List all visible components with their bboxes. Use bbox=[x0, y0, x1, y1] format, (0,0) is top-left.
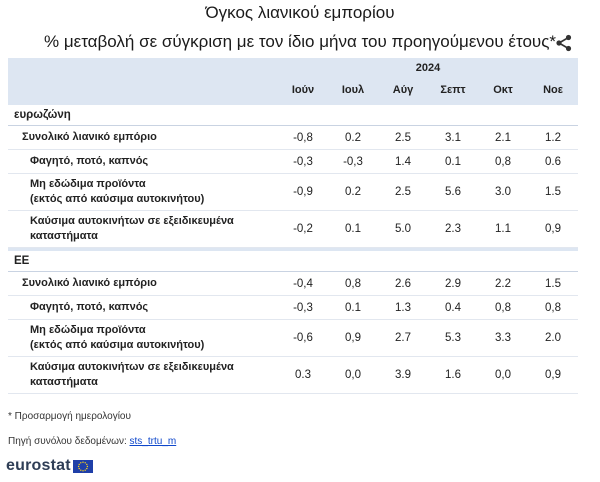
row-label-line: Συνολικό λιανικό εμπόριο bbox=[22, 131, 157, 143]
source-line bbox=[8, 436, 176, 447]
table-cell: 0,9 bbox=[528, 357, 578, 394]
table-cell: -0,6 bbox=[278, 320, 328, 357]
table-cell: 0,8 bbox=[528, 296, 578, 320]
table-cell: -0,2 bbox=[278, 211, 328, 248]
table-cell: 3.3 bbox=[478, 320, 528, 357]
row-label-line: Μη εδώδιμα προϊόντα bbox=[30, 178, 146, 190]
table-cell: 2.6 bbox=[378, 272, 428, 296]
table-cell: 0.1 bbox=[328, 296, 378, 320]
label-header bbox=[8, 78, 278, 102]
table-cell: 0.3 bbox=[278, 357, 328, 394]
table-cell: 5.0 bbox=[378, 211, 428, 248]
table-cell: 2.5 bbox=[378, 126, 428, 150]
row-label bbox=[8, 296, 278, 320]
table-cell: 5.3 bbox=[428, 320, 478, 357]
table-cell: 0.6 bbox=[528, 150, 578, 174]
month-header: Σεπτ bbox=[428, 78, 478, 102]
row-label-line: Φαγητό, ποτό, καπνός bbox=[30, 301, 149, 313]
table-row bbox=[8, 320, 578, 357]
month-header: Ιούν bbox=[278, 78, 328, 102]
month-header: Οκτ bbox=[478, 78, 528, 102]
table-cell: 2.0 bbox=[528, 320, 578, 357]
row-label-line: Καύσιμα αυτοκινήτων σε εξειδικευμένα bbox=[30, 361, 234, 373]
row-label-line: καταστήματα bbox=[30, 230, 98, 242]
table-cell: 0,9 bbox=[328, 320, 378, 357]
table-cell: 0.1 bbox=[328, 211, 378, 248]
row-label-line: Φαγητό, ποτό, καπνός bbox=[30, 155, 149, 167]
table-cell: 0,9 bbox=[528, 211, 578, 248]
table-cell: -0,4 bbox=[278, 272, 328, 296]
table-row bbox=[8, 211, 578, 248]
source-dataset-link[interactable]: sts_trtu_m bbox=[129, 436, 177, 447]
table-cell: 1.2 bbox=[528, 126, 578, 150]
row-label bbox=[8, 174, 278, 211]
row-label-line: (εκτός από καύσιμα αυτοκινήτου) bbox=[30, 339, 205, 351]
table-cell: 0,8 bbox=[478, 150, 528, 174]
table-cell: 1.1 bbox=[478, 211, 528, 248]
table-cell: -0,3 bbox=[328, 150, 378, 174]
logo-text: eurostat bbox=[6, 457, 71, 474]
table-row bbox=[8, 272, 578, 296]
row-label-line: καταστήματα bbox=[30, 376, 98, 388]
table-cell: -0,8 bbox=[278, 126, 328, 150]
month-header: Ιουλ bbox=[328, 78, 378, 102]
table-cell: 2.1 bbox=[478, 126, 528, 150]
table-cell: 2.7 bbox=[378, 320, 428, 357]
table-cell: 2.9 bbox=[428, 272, 478, 296]
data-table-container bbox=[8, 58, 578, 394]
table-cell: 0,8 bbox=[478, 296, 528, 320]
table-cell: 1.4 bbox=[378, 150, 428, 174]
table-cell: 0.2 bbox=[328, 126, 378, 150]
table-cell: 0.1 bbox=[428, 150, 478, 174]
table-cell: 5.6 bbox=[428, 174, 478, 211]
row-label bbox=[8, 211, 278, 248]
row-label bbox=[8, 357, 278, 394]
table-cell: 1.5 bbox=[528, 272, 578, 296]
table-cell: 1.5 bbox=[528, 174, 578, 211]
year-header: 2024 bbox=[278, 58, 578, 78]
month-header: Αύγ bbox=[378, 78, 428, 102]
eurostat-logo bbox=[6, 457, 93, 475]
month-header-row bbox=[8, 78, 578, 102]
row-label bbox=[8, 126, 278, 150]
table-cell: -0,3 bbox=[278, 150, 328, 174]
table-cell: -0,3 bbox=[278, 296, 328, 320]
table-cell: 0.2 bbox=[328, 174, 378, 211]
table-row bbox=[8, 357, 578, 394]
page-subtitle: % μεταβολή σε σύγκριση με τον ίδιο μήνα του προηγούμενου έτους* bbox=[43, 32, 557, 51]
row-label-line: Μη εδώδιμα προϊόντα bbox=[30, 324, 146, 336]
data-table bbox=[8, 58, 578, 394]
source-label: Πηγή συνόλου δεδομένων: bbox=[8, 436, 127, 447]
table-cell: 2.3 bbox=[428, 211, 478, 248]
table-cell: 1.6 bbox=[428, 357, 478, 394]
share-icon[interactable] bbox=[555, 34, 573, 52]
year-header-spacer bbox=[8, 58, 278, 78]
table-row bbox=[8, 296, 578, 320]
table-row bbox=[8, 150, 578, 174]
table-cell: 2.2 bbox=[478, 272, 528, 296]
footnote: * Προσαρμογή ημερολογίου bbox=[8, 411, 131, 422]
table-cell: 3.0 bbox=[478, 174, 528, 211]
group-row bbox=[8, 251, 578, 272]
group-name: ΕΕ bbox=[8, 251, 578, 272]
table-cell: 0.4 bbox=[428, 296, 478, 320]
group-name: ευρωζώνη bbox=[8, 105, 578, 126]
table-cell: 3.9 bbox=[378, 357, 428, 394]
table-cell: 2.5 bbox=[378, 174, 428, 211]
table-row bbox=[8, 126, 578, 150]
row-label-line: Καύσιμα αυτοκινήτων σε εξειδικευμένα bbox=[30, 215, 234, 227]
table-row bbox=[8, 174, 578, 211]
page-title: Όγκος λιανικού εμπορίου bbox=[205, 3, 395, 22]
year-header-row bbox=[8, 58, 578, 78]
month-header: Νοε bbox=[528, 78, 578, 102]
table-cell: 0,0 bbox=[328, 357, 378, 394]
table-cell: 3.1 bbox=[428, 126, 478, 150]
row-label bbox=[8, 150, 278, 174]
row-label bbox=[8, 272, 278, 296]
group-row bbox=[8, 105, 578, 126]
table-cell: -0,9 bbox=[278, 174, 328, 211]
row-label-line: (εκτός από καύσιμα αυτοκινήτου) bbox=[30, 193, 205, 205]
row-label bbox=[8, 320, 278, 357]
table-cell: 0,0 bbox=[478, 357, 528, 394]
table-cell: 1.3 bbox=[378, 296, 428, 320]
row-label-line: Συνολικό λιανικό εμπόριο bbox=[22, 277, 157, 289]
table-cell: 0,8 bbox=[328, 272, 378, 296]
eu-flag-icon bbox=[73, 460, 93, 473]
